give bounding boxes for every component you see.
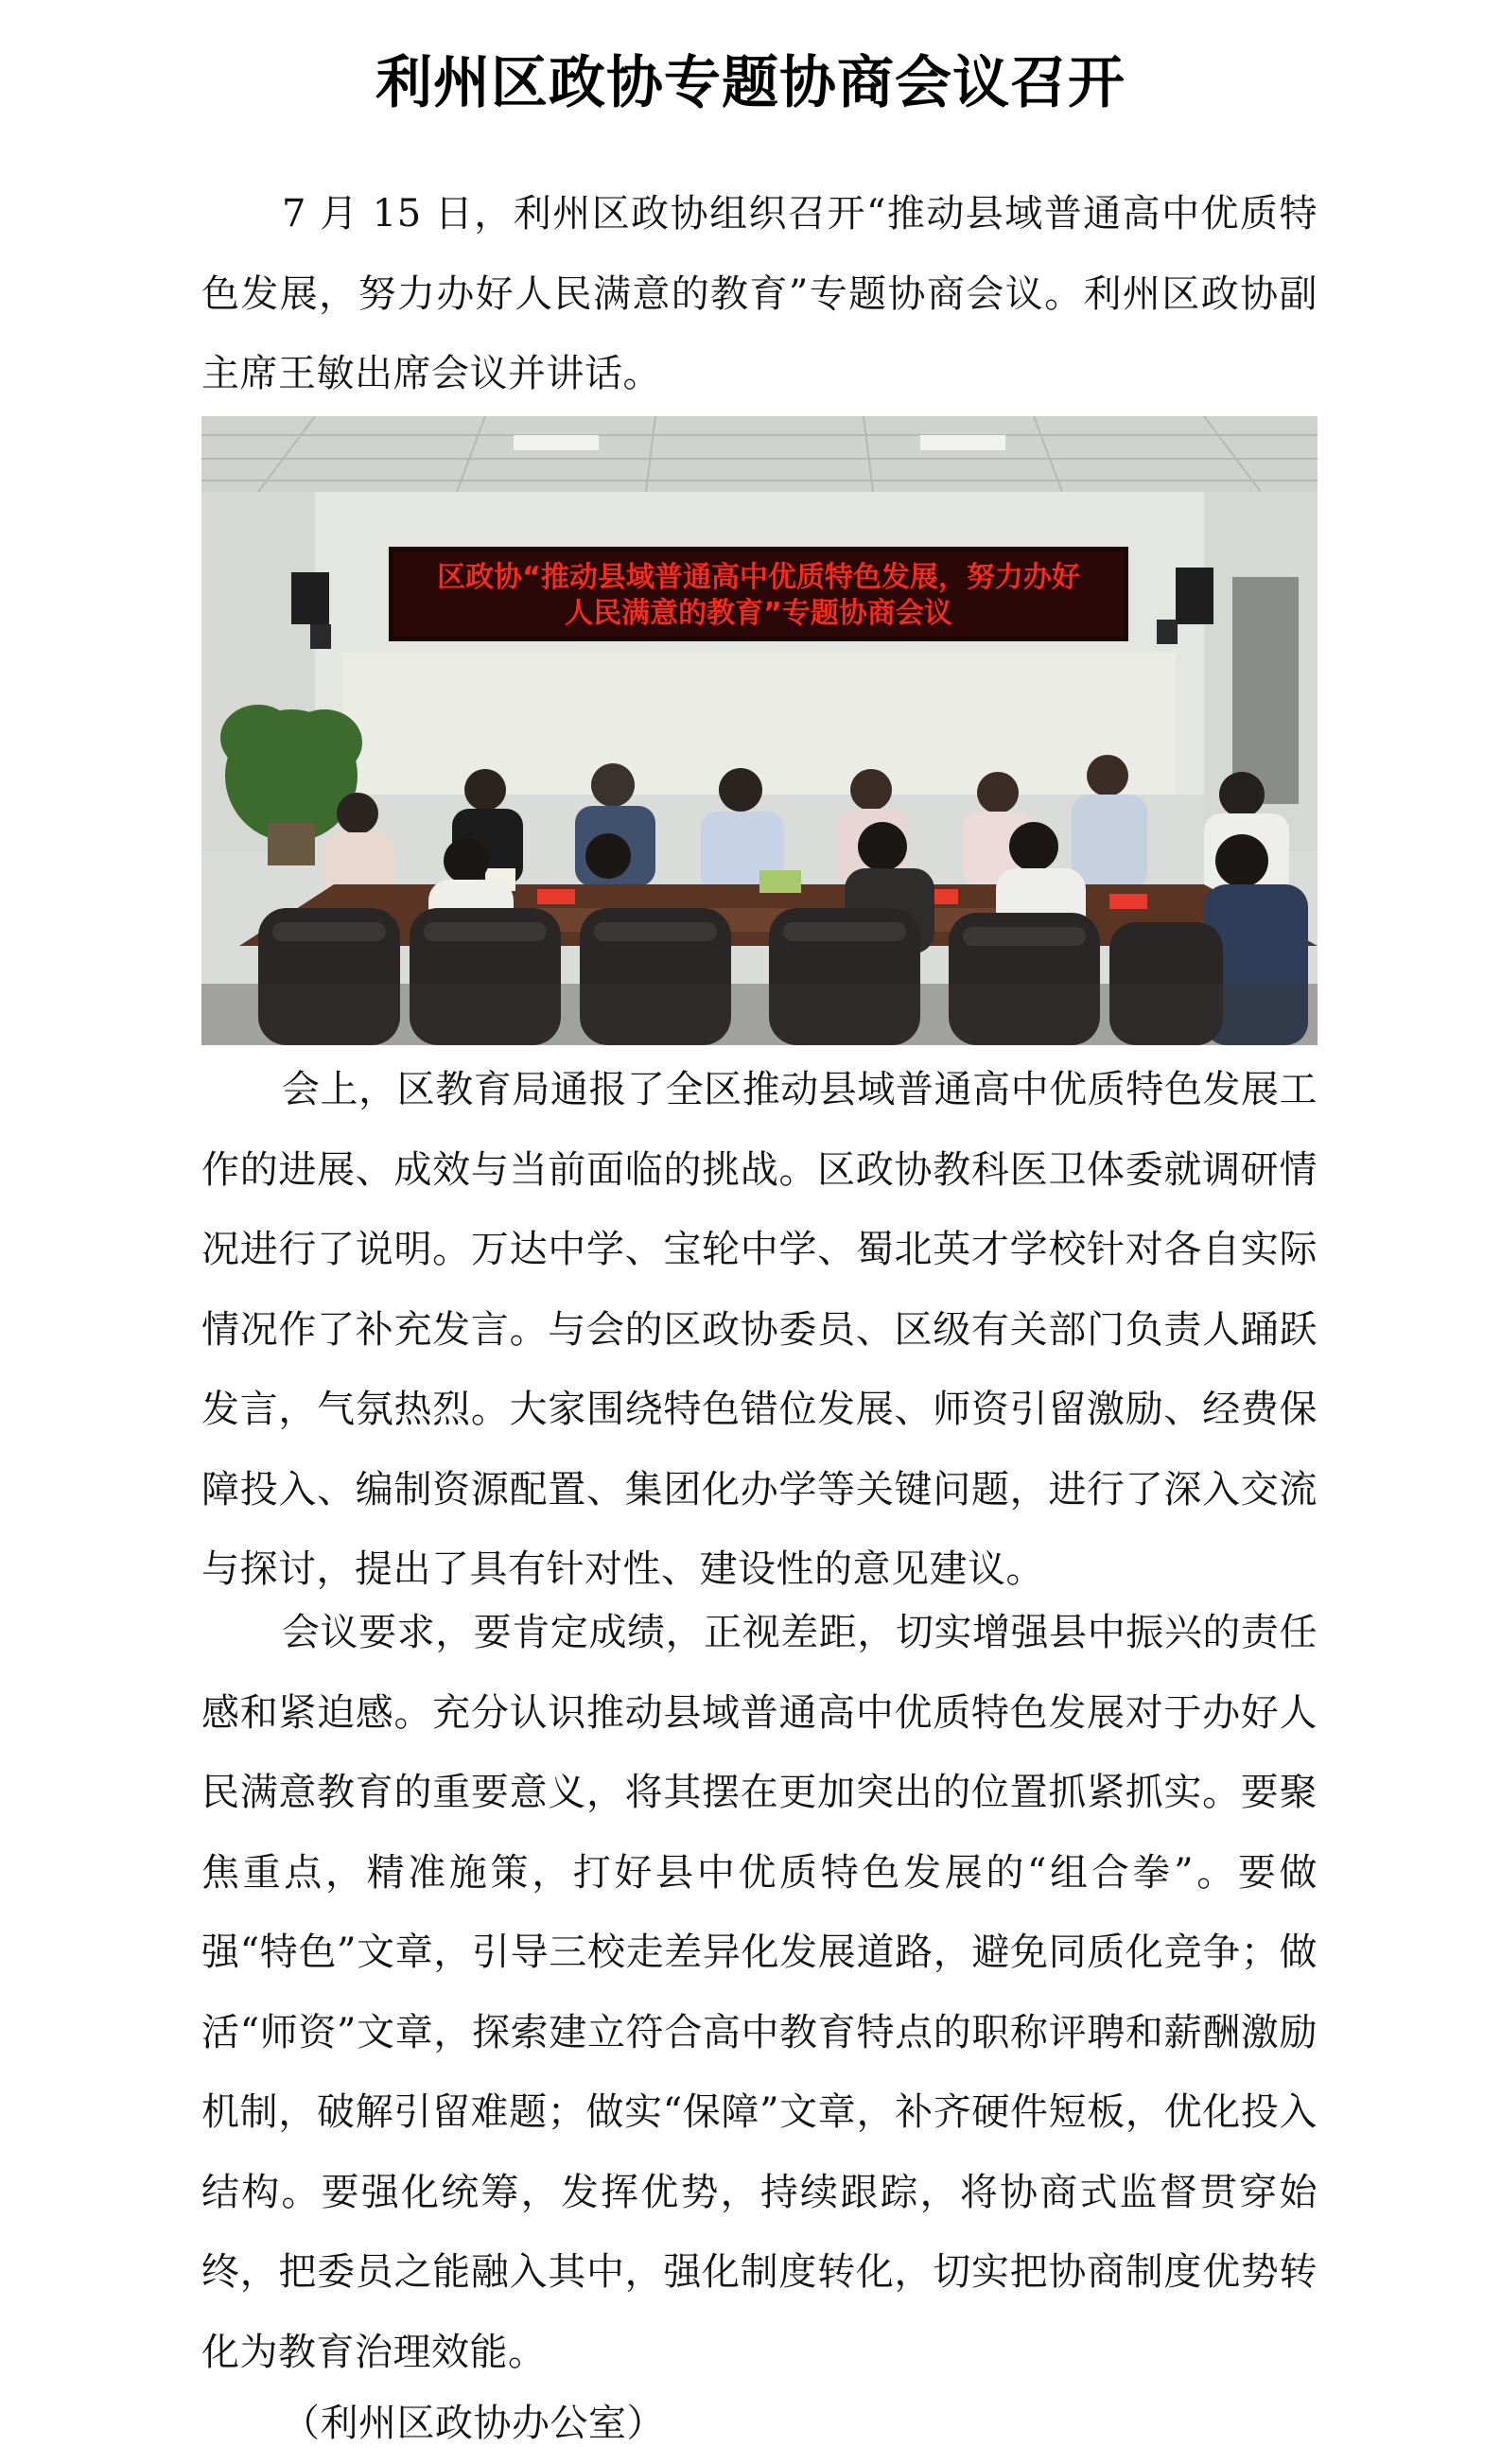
- banner-line-2: 人民满意的教育”专题协商会议: [565, 597, 952, 630]
- article-signature: （利州区政协办公室）: [282, 2402, 665, 2445]
- article-paragraph-2: 会上，区教育局通报了全区推动县域普通高中优质特色发展工作的进展、成效与当前面临的挑战。区政协教科医卫体委就调研情况进行了说明。万达中学、宝轮中学、蜀北英才学校针对各自实际情况作了补充发言。与会的区政协委员、区级有关部门负责人踊跃发言，气氛热烈。大家围绕特色错位发展、师资引留激励、经费保障投入、编制资源配置、集团化办学等关键问题，进行了深入交流与探讨，提出了具有针对性、建设性的意见建议。: [201, 1068, 1318, 1591]
- meeting-photo: [201, 416, 1318, 1045]
- article-paragraph-1: 7 月 15 日，利州区政协组织召开“推动县域普通高中优质特色发展，努力办好人民满意的教育”专题协商会议。利州区政协副主席王敏出席会议并讲话。: [201, 192, 1318, 395]
- banner-line-1: 区政协“推动县域普通高中优质特色发展，努力办好: [437, 561, 1080, 594]
- article-paragraph-3: 会议要求，要肯定成绩，正视差距，切实增强县中振兴的责任感和紧迫感。充分认识推动县域普通高中优质特色发展对于办好人民满意教育的重要意义，将其摆在更加突出的位置抓紧抓实。要聚焦重点，精准施策，打好县中优质特色发展的“组合拳”。要做强“特色”文章，引导三校走差异化发展道路，避免同质化竞争；做活“师资”文章，探索建立符合高中教育特点的职称评聘和薪酬激励机制，破解引留难题；做实“保障”文章，补齐硬件短板，优化投入结构。要强化统筹，发挥优势，持续跟踪，将协商式监督贯穿始终，把委员之能融入其中，强化制度转化，切实把协商制度优势转化为教育治理效能。: [201, 1611, 1318, 2374]
- article-title: 利州区政协专题协商会议召开: [375, 50, 1126, 117]
